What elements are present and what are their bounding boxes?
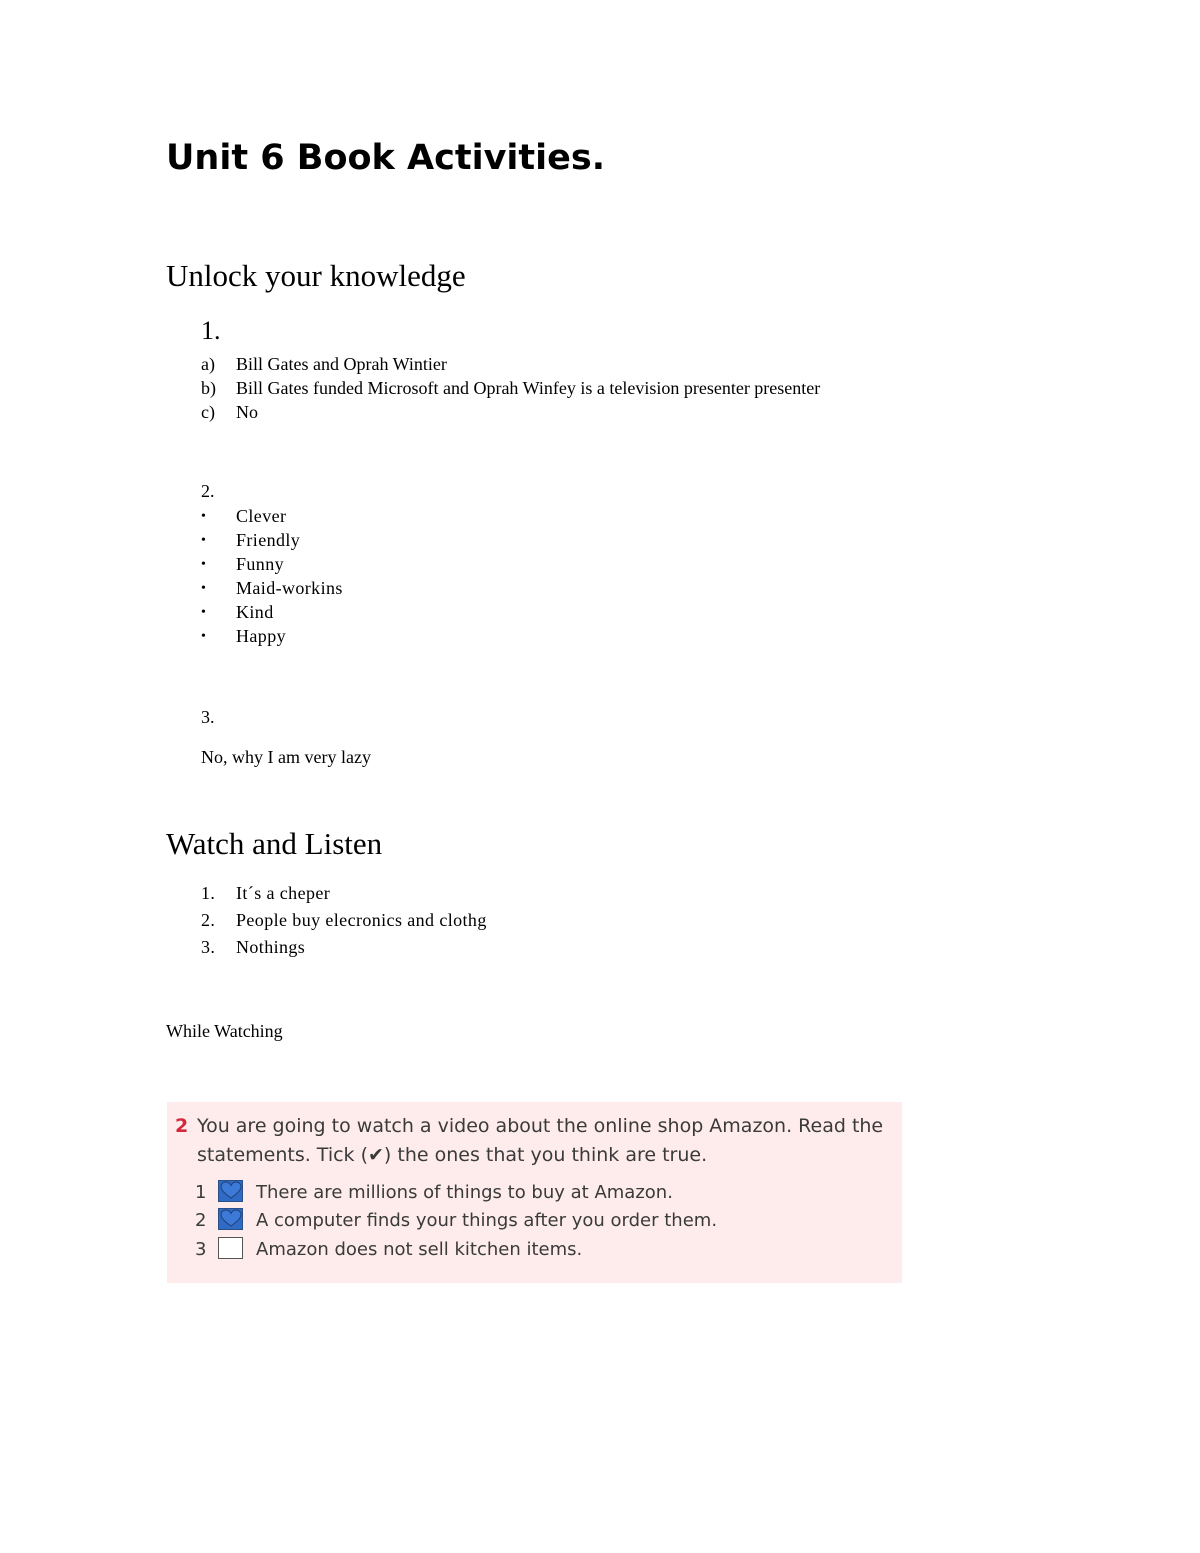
list-item-text: People buy elecronics and clothg <box>236 910 487 930</box>
list-item-text: Bill Gates and Oprah Wintier <box>236 354 447 374</box>
list-item <box>201 578 343 599</box>
list-item-text: Clever <box>236 506 287 526</box>
answer-text: No, why I am very lazy <box>201 747 371 767</box>
statement-number: 3 <box>195 1239 207 1260</box>
list-item-text: Kind <box>236 602 274 622</box>
bullet-icon: • <box>201 581 207 596</box>
exercise-number: 2 <box>175 1115 189 1137</box>
list-marker: 3. <box>201 937 216 957</box>
statement-text: Amazon does not sell kitchen items. <box>256 1239 583 1260</box>
list-item-text: Nothings <box>236 937 306 957</box>
list-item-text: Friendly <box>236 530 301 550</box>
list-item <box>201 530 300 551</box>
list-item <box>201 937 305 958</box>
checkbox-checked[interactable] <box>218 1180 243 1202</box>
section-heading-unlock: Unlock your knowledge <box>166 258 466 293</box>
question-number-1: 1. <box>201 316 221 345</box>
list-marker: c) <box>201 402 215 422</box>
list-marker: a) <box>201 354 215 374</box>
list-marker: b) <box>201 378 216 398</box>
list-item <box>201 910 487 931</box>
list-item <box>201 602 274 623</box>
list-marker: 2. <box>201 910 216 930</box>
exercise-instruction-line-1: You are going to watch a video about the online shop Amazon. Read the <box>197 1115 884 1137</box>
list-item-text: Bill Gates funded Microsoft and Oprah Winfey is a television presenter presenter <box>236 378 821 398</box>
list-item <box>201 402 258 423</box>
list-item <box>201 626 286 647</box>
exercise-image <box>167 1102 902 1283</box>
bullet-icon: • <box>201 605 207 620</box>
list-item <box>201 354 447 375</box>
statement-text: A computer finds your things after you order them. <box>256 1210 718 1231</box>
list-item-text: It´s a cheper <box>236 883 331 903</box>
statement-number: 2 <box>195 1210 207 1231</box>
heart-icon <box>220 1209 242 1228</box>
bullet-icon: • <box>201 557 207 572</box>
list-item <box>201 506 286 527</box>
checkbox-checked[interactable] <box>218 1208 243 1230</box>
heart-icon <box>220 1181 242 1200</box>
while-watching-label: While Watching <box>166 1021 283 1041</box>
list-item-text: Maid-workins <box>236 578 343 598</box>
checkbox-unchecked[interactable] <box>218 1237 243 1259</box>
list-item-text: No <box>236 402 258 422</box>
list-item-text: Funny <box>236 554 285 574</box>
bullet-icon: • <box>201 533 207 548</box>
statement-text: There are millions of things to buy at Amazon. <box>256 1182 673 1203</box>
exercise-instruction-line-2: statements. Tick (✔) the ones that you think are true. <box>197 1144 708 1166</box>
list-item <box>201 883 330 904</box>
bullet-icon: • <box>201 629 207 644</box>
list-item-text: Happy <box>236 626 286 646</box>
document-title: Unit 6 Book Activities. <box>166 138 605 178</box>
list-item <box>201 378 820 399</box>
question-number-2: 2. <box>201 481 215 501</box>
list-item <box>201 554 284 575</box>
statement-number: 1 <box>195 1182 207 1203</box>
list-marker: 1. <box>201 883 216 903</box>
question-number-3: 3. <box>201 707 215 727</box>
section-heading-watch: Watch and Listen <box>166 826 383 861</box>
bullet-icon: • <box>201 509 207 524</box>
